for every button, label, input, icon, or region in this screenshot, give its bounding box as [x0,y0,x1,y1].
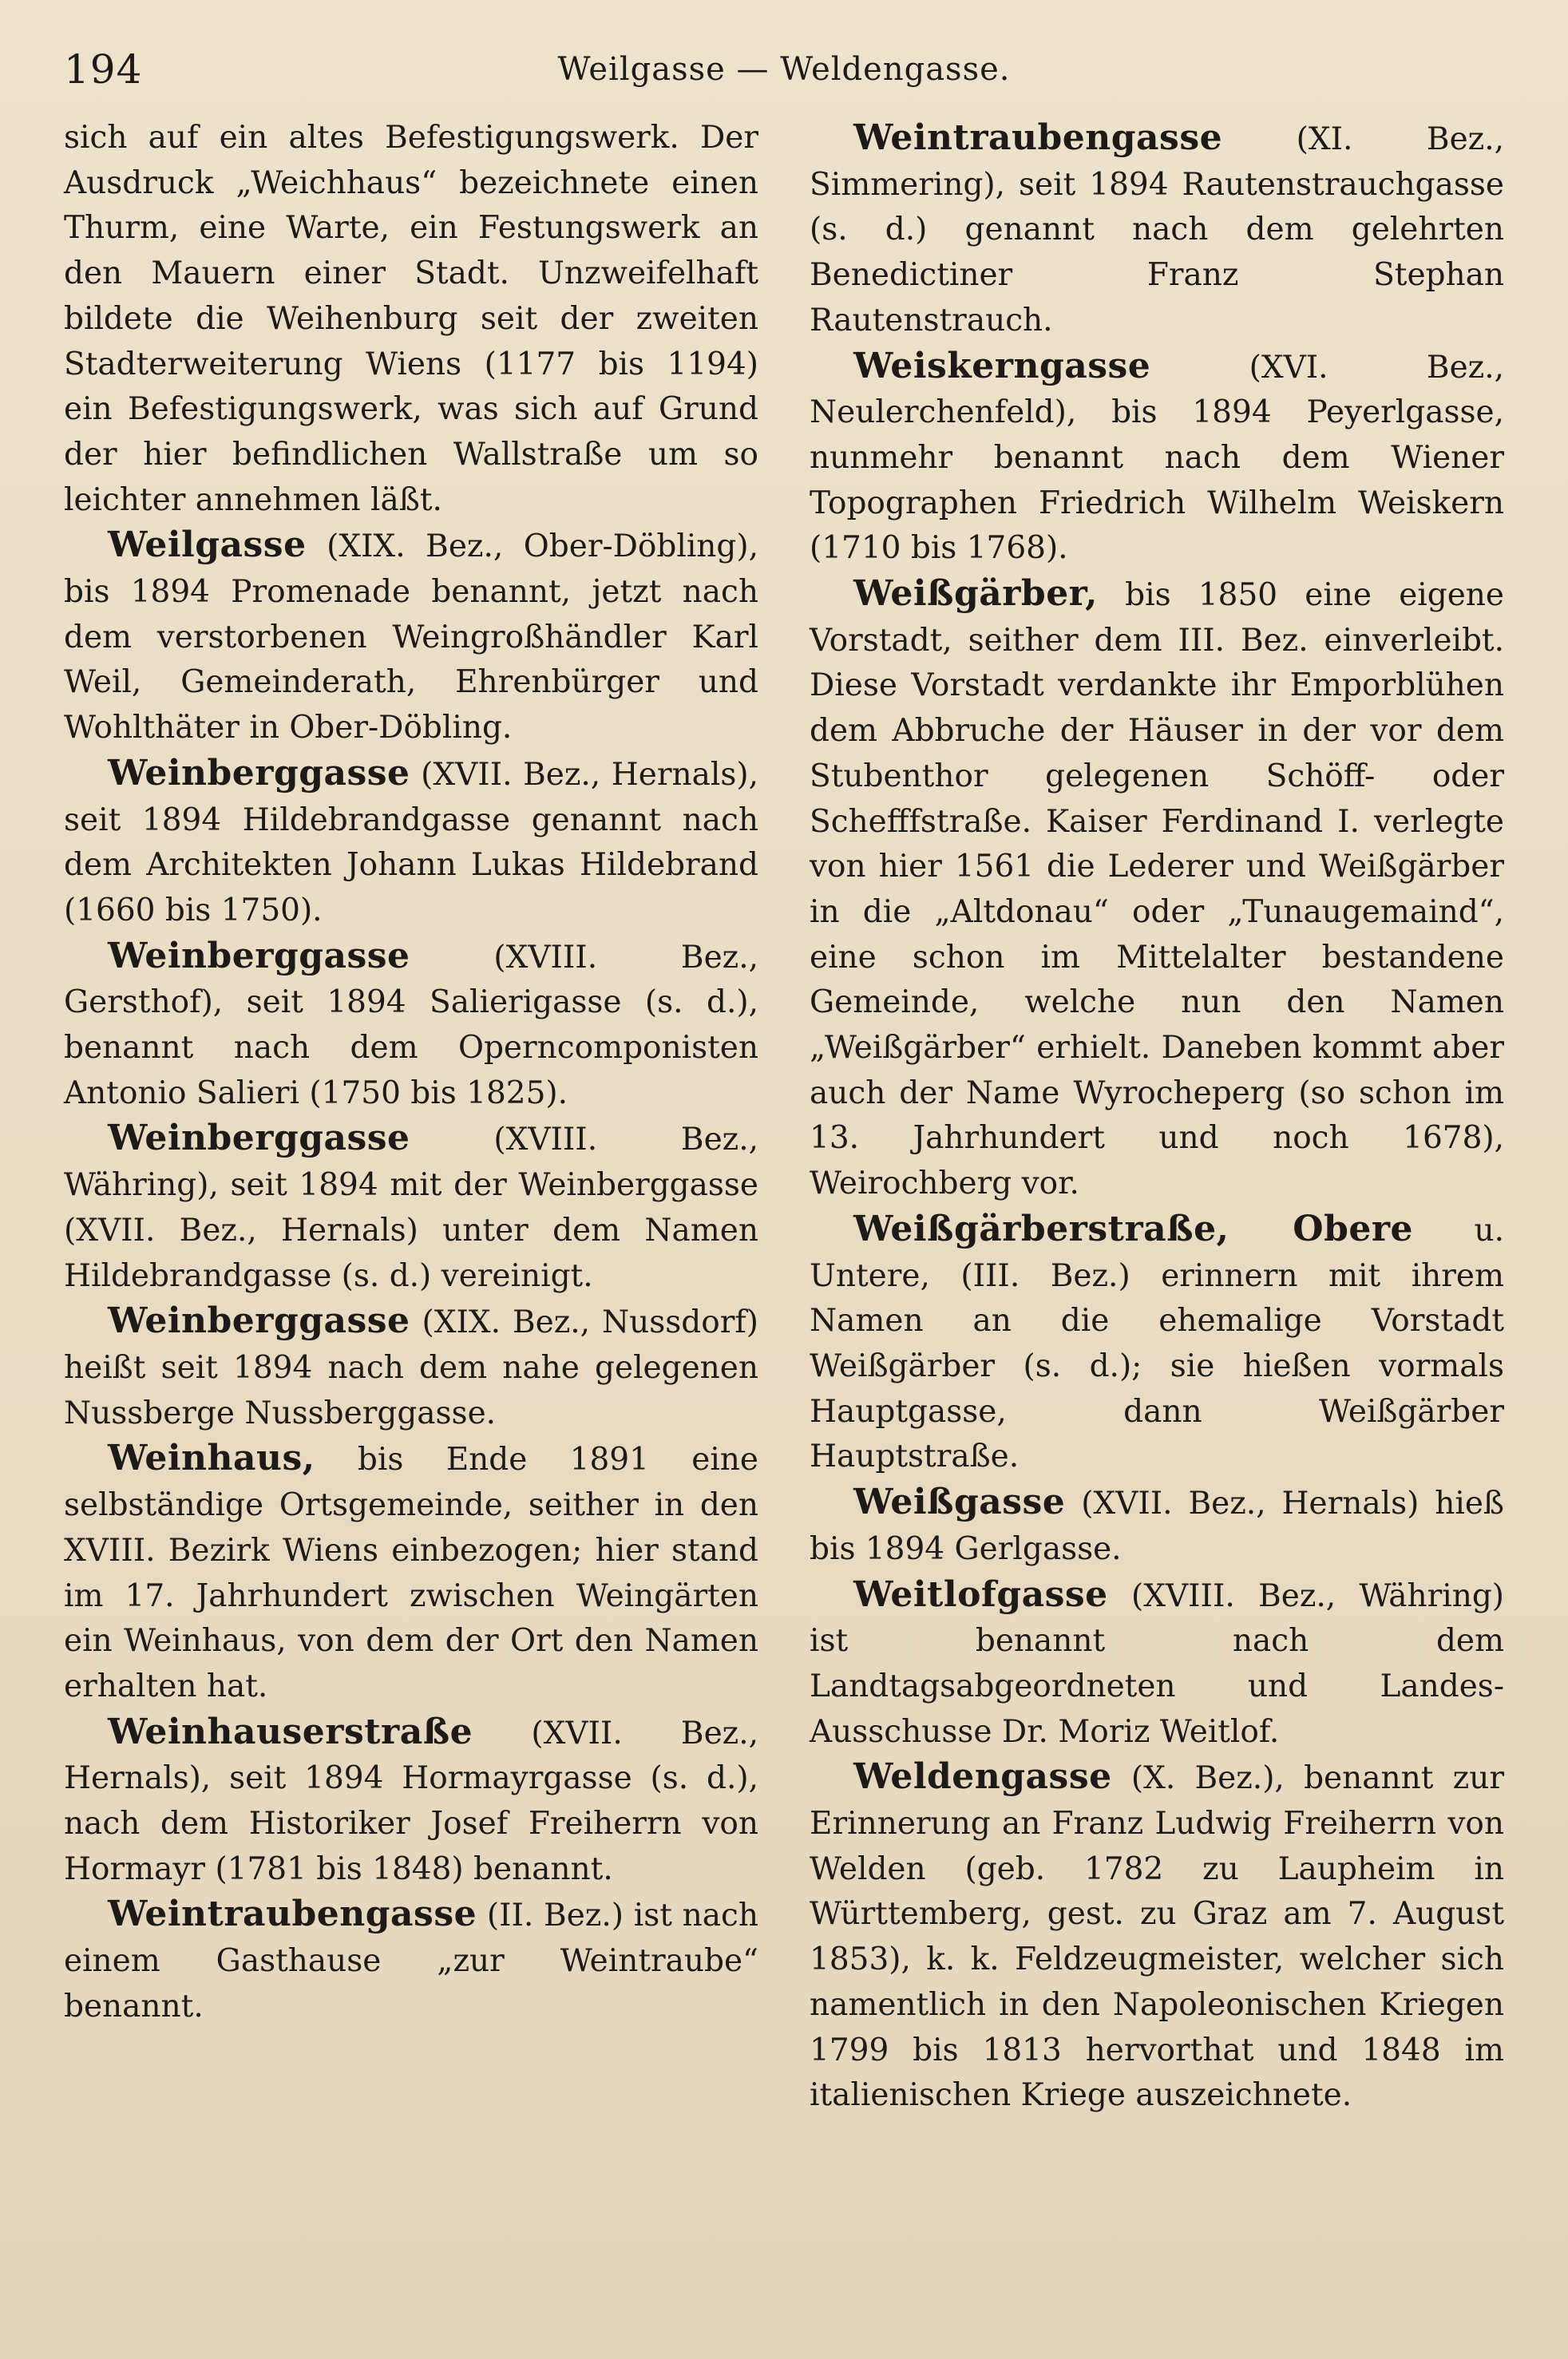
entry-weitlofgasse [810,1573,1504,1755]
entry-weinberggasse-xviii-waehring [64,1116,758,1299]
entry-weintraubengasse-xi [810,116,1504,344]
left-column [64,116,758,2287]
entry-headword: Weinhaus, [108,1438,315,1479]
entry-headword: Weißgärber, [853,573,1098,615]
entry-headword: Weitlofgasse [853,1573,1108,1615]
right-column [810,116,1504,2287]
entry-weinberggasse-xix [64,1299,758,1436]
entry-text: bis 1850 eine eigene Vorstadt, seither dem III. Bez. einverleibt. Diese Vorstadt verdankte ihr Emporblühen dem Abbruche der Häuser in der vor dem Stubenthor gelegenen Schöff- oder Schefffstraße. Kaiser Ferdinand I. verlegte von hier 1561 die Lederer und Weißgärber in die „Altdonau“ oder „Tunaugemaind“, eine schon im Mittelalter bestandene Gemeinde, welche nun den Namen „Weißgärber“ erhielt. Daneben kommt aber auch der Name Wyrocheperg (so schon im 13. Jahrhundert und noch 1678), Weirochberg vor. [810,577,1504,1202]
entry-weissgaerberstrasse [810,1207,1504,1480]
entry-headword: Weißgasse [853,1482,1066,1523]
entry-weissgasse [810,1480,1504,1572]
entry-weilgasse [64,523,758,751]
entry-text: bis Ende 1891 eine selbständige Ortsgemeinde, seither in den XVIII. Bezirk Wiens einbezogen; hier stand im 17. Jahrhundert zwischen Weingärten ein Weinhaus, von dem der Ort den Namen erhalten hat. [64,1442,758,1704]
entry-headword: Weinberggasse [108,752,410,794]
entry-headword: Weinhauserstraße [108,1711,473,1752]
two-column-body [64,116,1504,2287]
entry-text: (XVII. Bez., Hernals) hieß bis 1894 Gerlgasse. [810,1486,1504,1567]
entry-weiskerngasse [810,344,1504,572]
entry-headword: Weinberggasse [108,1300,410,1342]
entry-weinhauserstrasse [64,1710,758,1893]
page-header [64,40,1504,116]
entry-text: (XIX. Bez., Ober-Döbling), bis 1894 Promenade benannt, jetzt nach dem verstorbenen Weingroßhändler Karl Weil, Gemeinderath, Ehrenbürger und Wohlthäter in Ober-Döbling. [64,528,758,746]
running-head: Weilgasse — Weldengasse. [557,51,1011,88]
entry-text: (XVIII. Bez., Gersthof), seit 1894 Salierigasse (s. d.), benannt nach dem Operncomponisten Antonio Salieri (1750 bis 1825). [64,939,758,1111]
entry-text: (II. Bez.) ist nach einem Gasthause „zur Weintraube“ benannt. [64,1898,758,2025]
entry-headword: Weilgasse [108,524,307,566]
entry-text: (XVII. Bez., Hernals), seit 1894 Hormayrgasse (s. d.), nach dem Historiker Josef Freiherrn von Hormayr (1781 bis 1848) benannt. [64,1715,758,1887]
entry-text: (XVIII. Bez., Währing), seit 1894 mit der Weinberggasse (XVII. Bez., Hernals) unter dem Namen Hildebrandgasse (s. d.) vereinigt. [64,1122,758,1294]
entry-text: u. Untere, (III. Bez.) erinnern mit ihrem Namen an die ehemalige Vorstadt Weißgärber (s. d.); sie hießen vormals Hauptgasse, dann Weißgärber Hauptstraße. [810,1212,1504,1475]
entry-weinhaus [64,1436,758,1709]
entry-text: (XIX. Bez., Nussdorf) heißt seit 1894 nach dem nahe gelegenen Nussberge Nussberggasse. [64,1304,758,1431]
entry-text: (XVI. Bez., Neulerchenfeld), bis 1894 Peyerlgasse, nunmehr benannt nach dem Wiener Topographen Friedrich Wilhelm Weiskern (1710 bis 1768). [810,349,1504,567]
entry-headword: Weintraubengasse [853,117,1223,158]
continued-entry [64,116,758,523]
page-number: 194 [64,46,143,93]
entry-text: (X. Bez.), benannt zur Erinnerung an Franz Ludwig Freiherrn von Welden (geb. 1782 zu Laupheim in Württemberg, gest. zu Graz am 7. August 1853), k. k. Feldzeugmeister, welcher sich namentlich in den Napoleonischen Kriegen 1799 bis 1813 hervorthat und 1848 im italienischen Kriege auszeichnete. [810,1760,1504,2114]
entry-weldengasse [810,1755,1504,2119]
entry-weintraubengasse-ii [64,1892,758,2029]
entry-headword: Weinberggasse [108,935,410,976]
entry-headword: Weintraubengasse [108,1894,477,1935]
entry-text: (XVIII. Bez., Währing) ist benannt nach dem Landtagsabgeordneten und Landes-Ausschusse Dr. Moriz Weitlof. [810,1577,1504,1750]
entry-headword: Weinberggasse [108,1118,410,1159]
entry-headword: Weißgärberstraße, Obere [853,1208,1414,1249]
entry-text: (XI. Bez., Simmering), seit 1894 Rautenstrauchgasse (s. d.) genannt nach dem gelehrten Benedictiner Franz Stephan Rautenstrauch. [810,121,1504,338]
entry-weissgaerber [810,572,1504,1207]
entry-headword: Weiskerngasse [853,345,1151,386]
entry-text: sich auf ein altes Befestigungswerk. Der Ausdruck „Weichhaus“ bezeichnete einen Thurm, eine Warte, ein Festungswerk an den Mauern einer Stadt. Unzweifelhaft bildete die Weihenburg seit der zweiten Stadterweiterung Wiens (1177 bis 1194) ein Befestigungswerk, was sich auf Grund der hier befindlichen Wallstraße um so leichter annehmen läßt. [64,120,758,518]
entry-text: (XVII. Bez., Hernals), seit 1894 Hildebrandgasse genannt nach dem Architekten Johann Lukas Hildebrand (1660 bis 1750). [64,756,758,928]
entry-headword: Weldengasse [853,1756,1112,1798]
entry-weinberggasse-xvii [64,751,758,934]
entry-weinberggasse-xviii-gersthof [64,934,758,1117]
